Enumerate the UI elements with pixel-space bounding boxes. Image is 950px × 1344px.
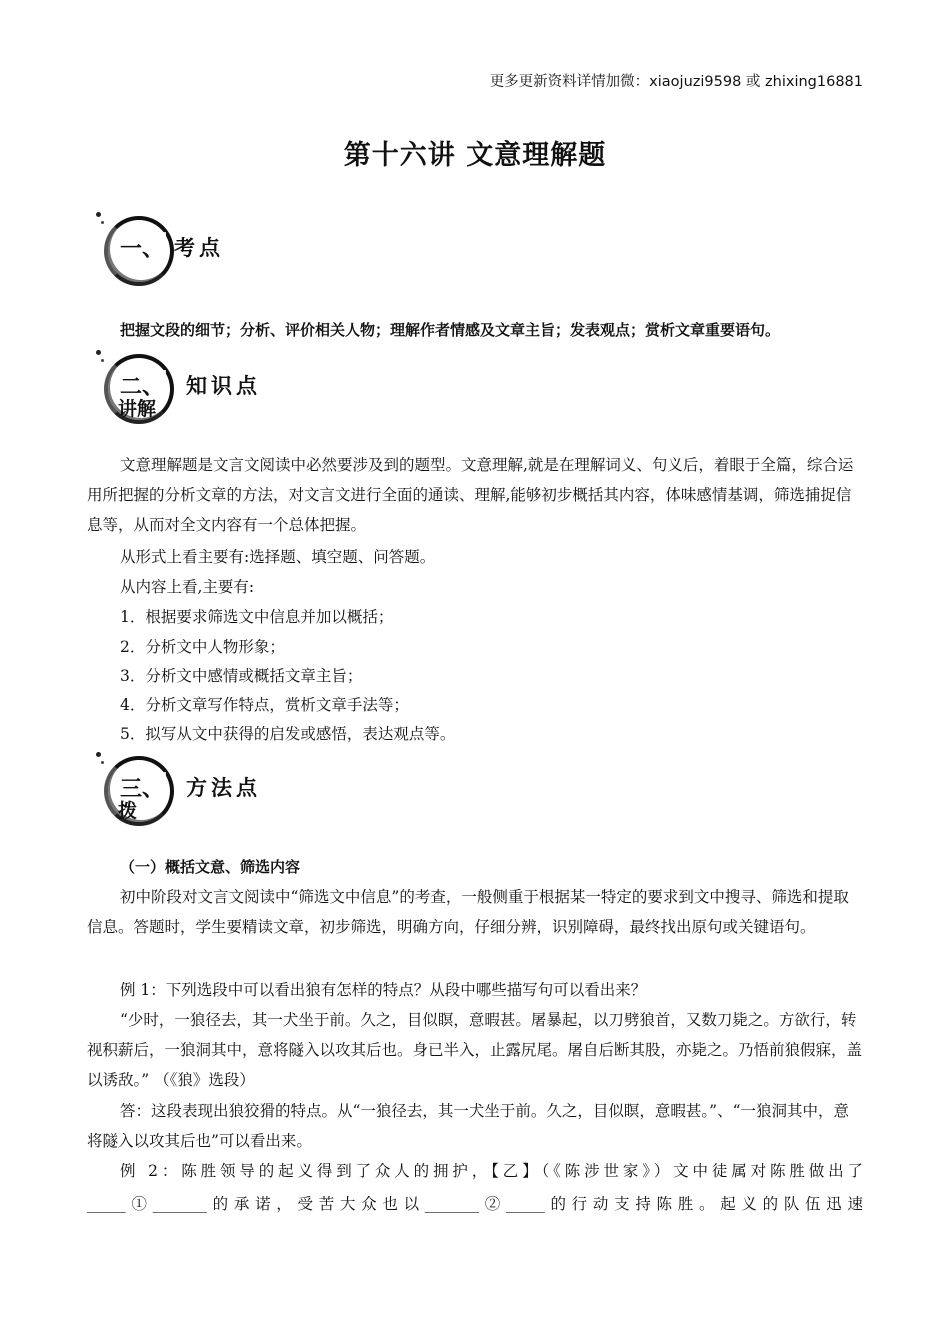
section-subtitle: 拨 xyxy=(118,800,138,822)
method-subheading: （一）概括文意、筛选内容 xyxy=(120,858,301,876)
section-number: 二、 xyxy=(118,370,166,401)
example2-line: _____①_______的承诺，受苦大众也以_______②_____的行动支持陈胜。起义的队伍迅速 xyxy=(87,1195,863,1213)
section-subtitle: 讲解 xyxy=(118,398,157,420)
kaodian-summary: 把握文段的细节；分析、评价相关人物；理解作者情感及文章主旨；发表观点；赏析文章重要语句。 xyxy=(120,321,781,339)
section-knowledge-heading xyxy=(92,350,492,440)
section-title: 考点 xyxy=(174,236,224,260)
section-title: 方法点 xyxy=(186,776,261,800)
knowledge-intro: 文意理解题是文言文阅读中必然要涉及到的题型。文意理解,就是在理解词义、句义后，着眼于全篇，综合运用所把握的分析文章的方法，对文言文进行全面的通读、理解,能够初步概括其内容，体味感情基调，筛选捕捉信息等，从而对全文内容有一个总体把握。 xyxy=(87,456,854,534)
ink-splash-icon xyxy=(101,761,104,764)
example1-passage: “少时，一狼径去，其一犬坐于前。久之，目似瞑，意暇甚。屠暴起，以刀劈狼首，又数刀毙之。方欲行，转视积薪后，一狼洞其中，意将隧入以攻其后也。身已半入，止露尻尾。屠自后断其股，亦毙之。乃悟前狼假寐，盖以诱敌。” （《狼》选段） xyxy=(87,1011,863,1089)
example2-line: 例 2：陈胜领导的起义得到了众人的拥护，【乙】（《陈涉世家》）文中徒属对陈胜做出了 xyxy=(120,1162,863,1180)
example1-question: 例 1：下列选段中可以看出狼有怎样的特点？从段中哪些描写句可以看出来？ xyxy=(120,981,647,999)
ink-splash-icon xyxy=(101,221,104,224)
example1-answer: 答：这段表现出狼狡猾的特点。从“一狼径去，其一犬坐于前。久之，目似瞑，意暇甚。”、“一狼洞其中，意将隧入以攻其后也”可以看出来。 xyxy=(87,1102,850,1150)
ink-splash-icon xyxy=(96,212,101,217)
list-item: 2．分析文中人物形象； xyxy=(120,638,285,656)
list-item: 1．根据要求筛选文中信息并加以概括； xyxy=(120,608,394,626)
ink-splash-icon xyxy=(101,359,104,362)
ink-splash-icon xyxy=(96,350,101,355)
section-number: 三、 xyxy=(118,772,166,803)
section-title: 知识点 xyxy=(186,374,261,398)
header-contact-note: 更多更新资料详情加微：xiaojuzi9598 或 zhixing16881 xyxy=(489,74,863,90)
section-number: 一、 xyxy=(118,232,166,263)
section-method-heading xyxy=(92,752,492,842)
list-item: 3．分析文中感情或概括文章主旨； xyxy=(120,667,363,685)
page-title: 第十六讲 文意理解题 xyxy=(343,140,607,171)
method-intro: 初中阶段对文言文阅读中“筛选文中信息”的考查，一般侧重于根据某一特定的要求到文中搜寻、筛选和提取信息。答题时，学生要精读文章，初步筛选，明确方向，仔细分辨，识别障碍，最终找出原句或关键语句。 xyxy=(87,888,849,936)
knowledge-form: 从形式上看主要有:选择题、填空题、问答题。 xyxy=(120,548,436,566)
list-item: 5．拟写从文中获得的启发或感悟，表达观点等。 xyxy=(120,725,456,743)
section-kaodian-heading xyxy=(92,212,492,302)
knowledge-content-head: 从内容上看,主要有: xyxy=(120,578,255,596)
list-item: 4．分析文章写作特点，赏析文章手法等； xyxy=(120,696,409,714)
ink-splash-icon xyxy=(96,752,101,757)
